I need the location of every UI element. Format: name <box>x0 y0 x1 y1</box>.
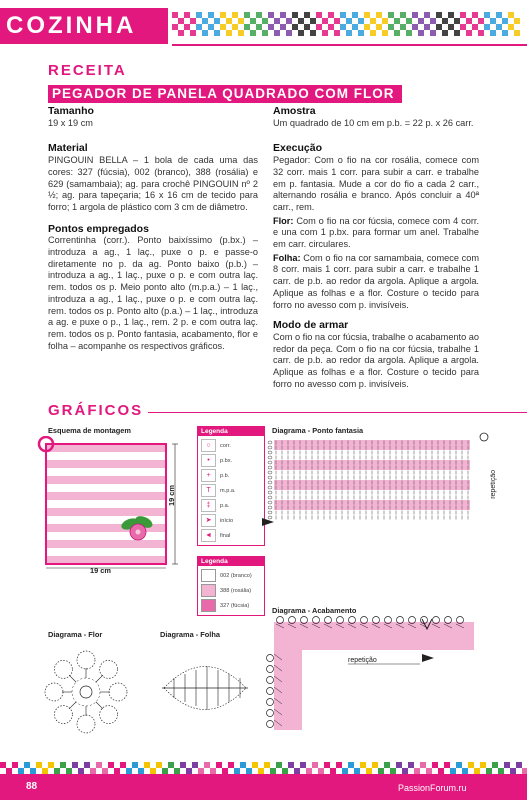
fantasia-diagram <box>262 432 502 532</box>
dim-width-label: 19 cm <box>90 566 111 575</box>
legend-stitch-item: T m.p.a. <box>198 484 260 497</box>
legend-stitch-item: • p.bx. <box>198 454 260 467</box>
dim-height-label: 19 cm <box>167 485 176 506</box>
recipe-kicker: RECEITA <box>48 62 127 79</box>
right-column <box>273 106 479 399</box>
header-checker-pattern <box>172 10 527 44</box>
sample-heading: Amostra <box>273 105 316 117</box>
section-title: COZINHA <box>0 8 168 44</box>
points-text: Correntinha (corr.). Ponto baixíssimo (p.bx.) – introduza a ag., 1 laç., puxe o p. e passe-o diretamente no p. da ag. Ponto baixo (p.b.) – introduza a ag., 1 laç., puxe o p. e com outra laç. rem. todos os p. Meio ponto alto (m.p.a.) – 1 laç., introduza a ag., 1 laç., puxe o p. e com outra laç. rem. todos os p. Ponto alto (p.a.) – 1 laç., introduza a ag. e puxe o p., 1 laç., rem. 2 p. e com outra laç. rem. todos os p. Ponto fantasia, acabamento, flor e folha – acompanhe os respectivos gráficos. <box>48 235 258 351</box>
legend-stitch-item: ➤ início <box>198 514 260 527</box>
legend-stitches <box>197 426 265 546</box>
legend-stitch-item: + p.b. <box>198 469 260 482</box>
page-number: 88 <box>26 781 38 792</box>
points-heading: Pontos empregados <box>48 222 149 235</box>
execution-heading: Execução <box>273 142 323 155</box>
assembly-heading: Modo de armar <box>273 319 349 332</box>
finishing-diagram-label: Diagrama - Acabamento <box>272 606 357 615</box>
legend-stitch-item: ◄ final <box>198 529 260 542</box>
flower-diagram <box>34 640 144 748</box>
legend-stitches-title: Legenda <box>198 427 264 436</box>
header-divider <box>172 44 527 46</box>
execution-text-folha: Folha: Com o fio na cor samambaia, comece com 8 corr. mais 1 corr. para subir a carr. e trabalhe 1 carr. de p.b. ao redor da argola. Aplique a argola. Aplique as folhas e a flor. Costure o tecido para forro no avesso com p. invisíveis. <box>273 252 479 310</box>
flower-diagram-label: Diagrama - Flor <box>48 630 103 639</box>
legend-color-item: 388 (rosália) <box>198 584 260 597</box>
legend-stitch-item: ○ corr. <box>198 439 260 452</box>
size-heading: Tamanho <box>48 105 94 117</box>
leaf-diagram <box>150 640 260 740</box>
site-watermark: PassionForum.ru <box>398 783 467 793</box>
finishing-diagram <box>262 614 477 732</box>
material-heading: Material <box>48 142 88 155</box>
assembly-scheme-diagram <box>34 436 184 570</box>
assembly-text: Com o fio na cor fúcsia, trabalhe o acabamento ao redor da peça. Com o fio na cor fúcsia, trabalhe 1 carr. de p.b. ao redor da argola. Aplique a argola. Aplique as folhas e a flor. Costure o tecido para forro no avesso com p. invisíveis. <box>273 331 479 389</box>
legend-colors-title: Legenda <box>198 557 264 566</box>
fantasia-repeat-label: repetição <box>490 470 497 499</box>
sample-text: Um quadrado de 10 cm em p.b. = 22 p. x 26 carr. <box>273 117 474 128</box>
size-value: 19 x 19 cm <box>48 117 93 128</box>
legend-color-item: 002 (branco) <box>198 569 260 582</box>
fantasia-diagram-label: Diagrama - Ponto fantasia <box>272 426 364 435</box>
graphics-title: GRÁFICOS <box>48 402 144 419</box>
material-text: PINGOUIN BELLA – 1 bola de cada uma das cores: 327 (fúcsia), 002 (branco), 388 (rosália) e 629 (samambaia); ag. para crochê PINGOUIN nº 2 ½; ag. para tapeçaria; 16 x 16 cm de tecido para forro; 1 argola de plástico com 3 cm de diâmetro. <box>48 155 258 212</box>
execution-text-pegador: Pegador: Com o fio na cor rosália, comece com 32 corr. mais 1 corr. para subir a carr. e trabalhe em p. fantasia. Mude a cor do fio a cada 2 carr., alternando rosália e branco. Após concluir a 40ª carr., rem. <box>273 155 479 212</box>
graphics-divider <box>148 412 527 413</box>
assembly-scheme-label: Esquema de montagem <box>48 426 131 435</box>
left-column <box>48 106 258 361</box>
legend-colors <box>197 556 265 616</box>
legend-stitch-item: ‡ p.a. <box>198 499 260 512</box>
recipe-title: PEGADOR DE PANELA QUADRADO COM FLOR <box>48 85 402 103</box>
leaf-diagram-label: Diagrama - Folha <box>160 630 220 639</box>
legend-color-item: 327 (fúcsia) <box>198 599 260 612</box>
execution-text-flor: Flor: Com o fio na cor fúcsia, comece com 4 corr. e una com 1 p.bx. para formar um anel. Trabalhe em carr. circulares. <box>273 215 479 250</box>
footer-checker-pattern <box>0 761 527 774</box>
finishing-repeat-label: repetição <box>348 657 377 664</box>
